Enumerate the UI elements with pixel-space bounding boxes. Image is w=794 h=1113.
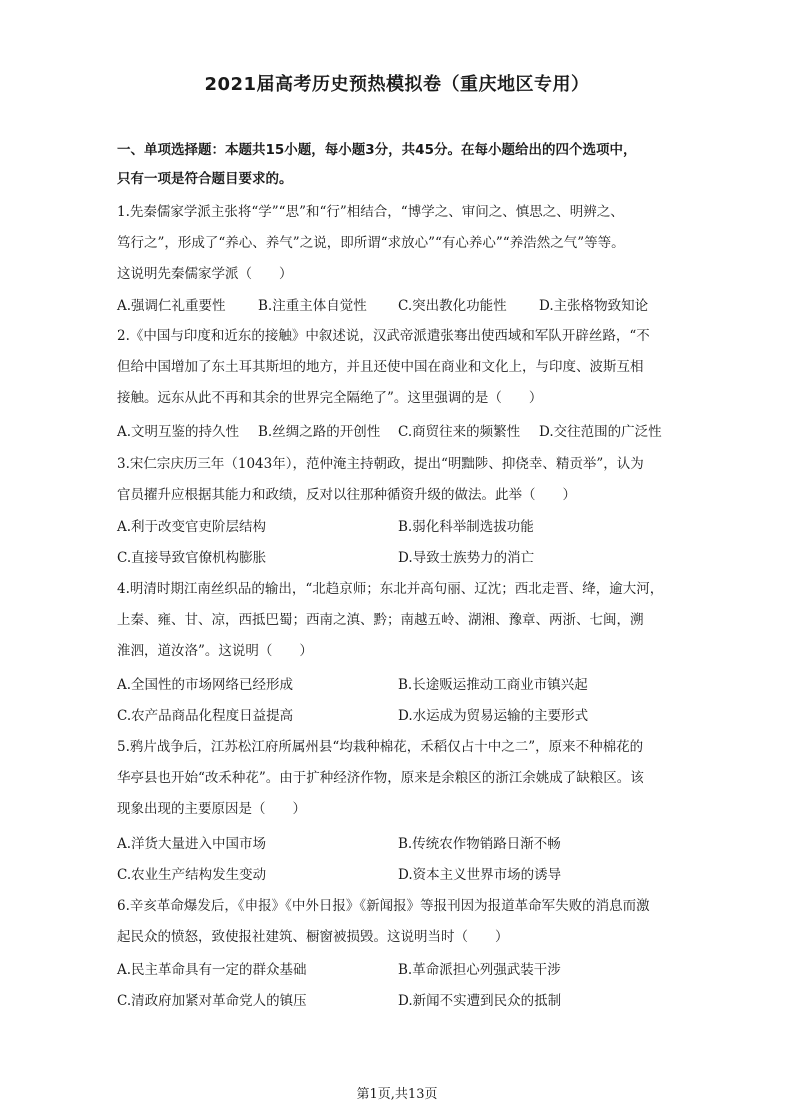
option-c: C.直接导致官僚机构膨胀 — [117, 550, 267, 566]
page-title: 2021届高考历史预热模拟卷（重庆地区专用） — [204, 74, 590, 95]
question-line: 这说明先秦儒家学派（ ） — [117, 266, 293, 282]
option-b: B.革命派担心列强武装干涉 — [398, 962, 561, 978]
option-d: D.交往范围的广泛性 — [539, 424, 662, 440]
page-footer: 第1页,共13页 — [356, 1087, 438, 1102]
option-d: D.资本主义世界市场的诱导 — [398, 867, 562, 883]
question-line: 官员擢升应根据其能力和政绩，反对以往那种循资升级的做法。此举（ ） — [117, 487, 576, 503]
option-c: C.突出教化功能性 — [398, 298, 507, 314]
option-b: B.丝绸之路的开创性 — [258, 424, 381, 440]
option-d: D.水运成为贸易运输的主要形式 — [398, 708, 589, 724]
question-line: 2.《中国与印度和近东的接触》中叙述说，汉武帝派遣张骞出使西域和军队开辟丝路，“不 — [117, 328, 650, 344]
question-line: 笃行之”，形成了“养心、养气”之说，即所谓“求放心”“有心养心”“养浩然之气”等等。 — [117, 235, 625, 251]
option-a: A.文明互鉴的持久性 — [117, 424, 240, 440]
option-c: C.农业生产结构发生变动 — [117, 867, 267, 883]
question-line: 现象出现的主要原因是（ ） — [117, 801, 306, 817]
question-line: 起民众的愤怒，致使报社建筑、橱窗被损毁。这说明当时（ ） — [117, 929, 509, 945]
option-d: D.主张格物致知论 — [539, 298, 649, 314]
option-b: B.传统农作物销路日渐不畅 — [398, 836, 561, 852]
option-b: B.长途贩运推动工商业市镇兴起 — [398, 677, 588, 693]
question-5-stem — [117, 732, 691, 825]
question-2-options — [117, 417, 691, 447]
question-3-options-row-2 — [117, 543, 691, 573]
option-a: A.强调仁礼重要性 — [117, 298, 226, 314]
question-4-options-row-2 — [117, 701, 691, 731]
question-line: 6.辛亥革命爆发后，《申报》《中外日报》《新闻报》等报刊因为报道革命军失败的消息而激 — [117, 898, 650, 914]
question-6-options-row-2 — [117, 986, 691, 1016]
question-line: 4.明清时期江南丝织品的输出，“北趋京师；东北并高句丽、辽沈；西北走晋、绛，逾大河， — [117, 581, 664, 597]
option-a: A.洋货大量进入中国市场 — [117, 836, 267, 852]
option-a: A.全国性的市场网络已经形成 — [117, 677, 294, 693]
option-d: D.导致士族势力的消亡 — [398, 550, 535, 566]
question-5-options-row-2 — [117, 860, 691, 890]
option-a: A.利于改变官吏阶层结构 — [117, 519, 267, 535]
question-5-options-row-1 — [117, 829, 691, 859]
question-3-options-row-1 — [117, 512, 691, 542]
question-line: 1.先秦儒家学派主张将“学”“思”和“行”相结合，“博学之、审问之、慎思之、明辨之、 — [117, 204, 624, 220]
option-d: D.新闻不实遭到民众的抵制 — [398, 993, 562, 1009]
question-line: 淮泗，道汝洛”。这说明（ ） — [117, 643, 313, 659]
option-a: A.民主革命具有一定的群众基础 — [117, 962, 307, 978]
question-2-stem — [117, 321, 691, 414]
question-6-stem — [117, 891, 691, 953]
question-3-stem — [117, 449, 691, 511]
option-c: C.商贸往来的频繁性 — [398, 424, 521, 440]
question-6-options-row-1 — [117, 955, 691, 985]
option-c: C.清政府加紧对革命党人的镇压 — [117, 993, 307, 1009]
question-1-options — [117, 291, 691, 321]
question-4-options-row-1 — [117, 670, 691, 700]
section-heading-line: 只有一项是符合题目要求的。 — [117, 171, 293, 187]
question-line: 华亭县也开始“改禾种花”。由于扩种经济作物，原来是余粮区的浙江余姚成了缺粮区。该 — [117, 770, 644, 786]
option-c: C.农产品商品化程度日益提高 — [117, 708, 294, 724]
question-1-stem — [117, 197, 691, 290]
question-line: 3.宋仁宗庆历三年（1043年），范仲淹主持朝政，提出“明黜陟、抑侥幸、精贡举”，认为 — [117, 456, 644, 472]
question-4-stem — [117, 574, 691, 667]
option-b: B.注重主体自觉性 — [258, 298, 367, 314]
question-line: 接触。远东从此不再和其余的世界完全隔绝了”。这里强调的是（ ） — [117, 390, 543, 406]
question-line: 上秦、雍、甘、凉，西抵巴蜀；西南之滇、黔；南越五岭、湖湘、豫章、两浙、七闽，溯 — [117, 612, 644, 628]
question-line: 5.鸦片战争后，江苏松江府所属州县“均栽种棉花，禾稻仅占十中之二”，原来不种棉花的 — [117, 739, 644, 755]
option-b: B.弱化科举制选拔功能 — [398, 519, 534, 535]
section-heading — [117, 136, 687, 194]
section-heading-line: 一、单项选择题：本题共15小题，每小题3分，共45分。在每小题给出的四个选项中， — [117, 142, 637, 158]
question-line: 但给中国增加了东土耳其斯坦的地方，并且还使中国在商业和文化上，与印度、波斯互相 — [117, 359, 644, 375]
